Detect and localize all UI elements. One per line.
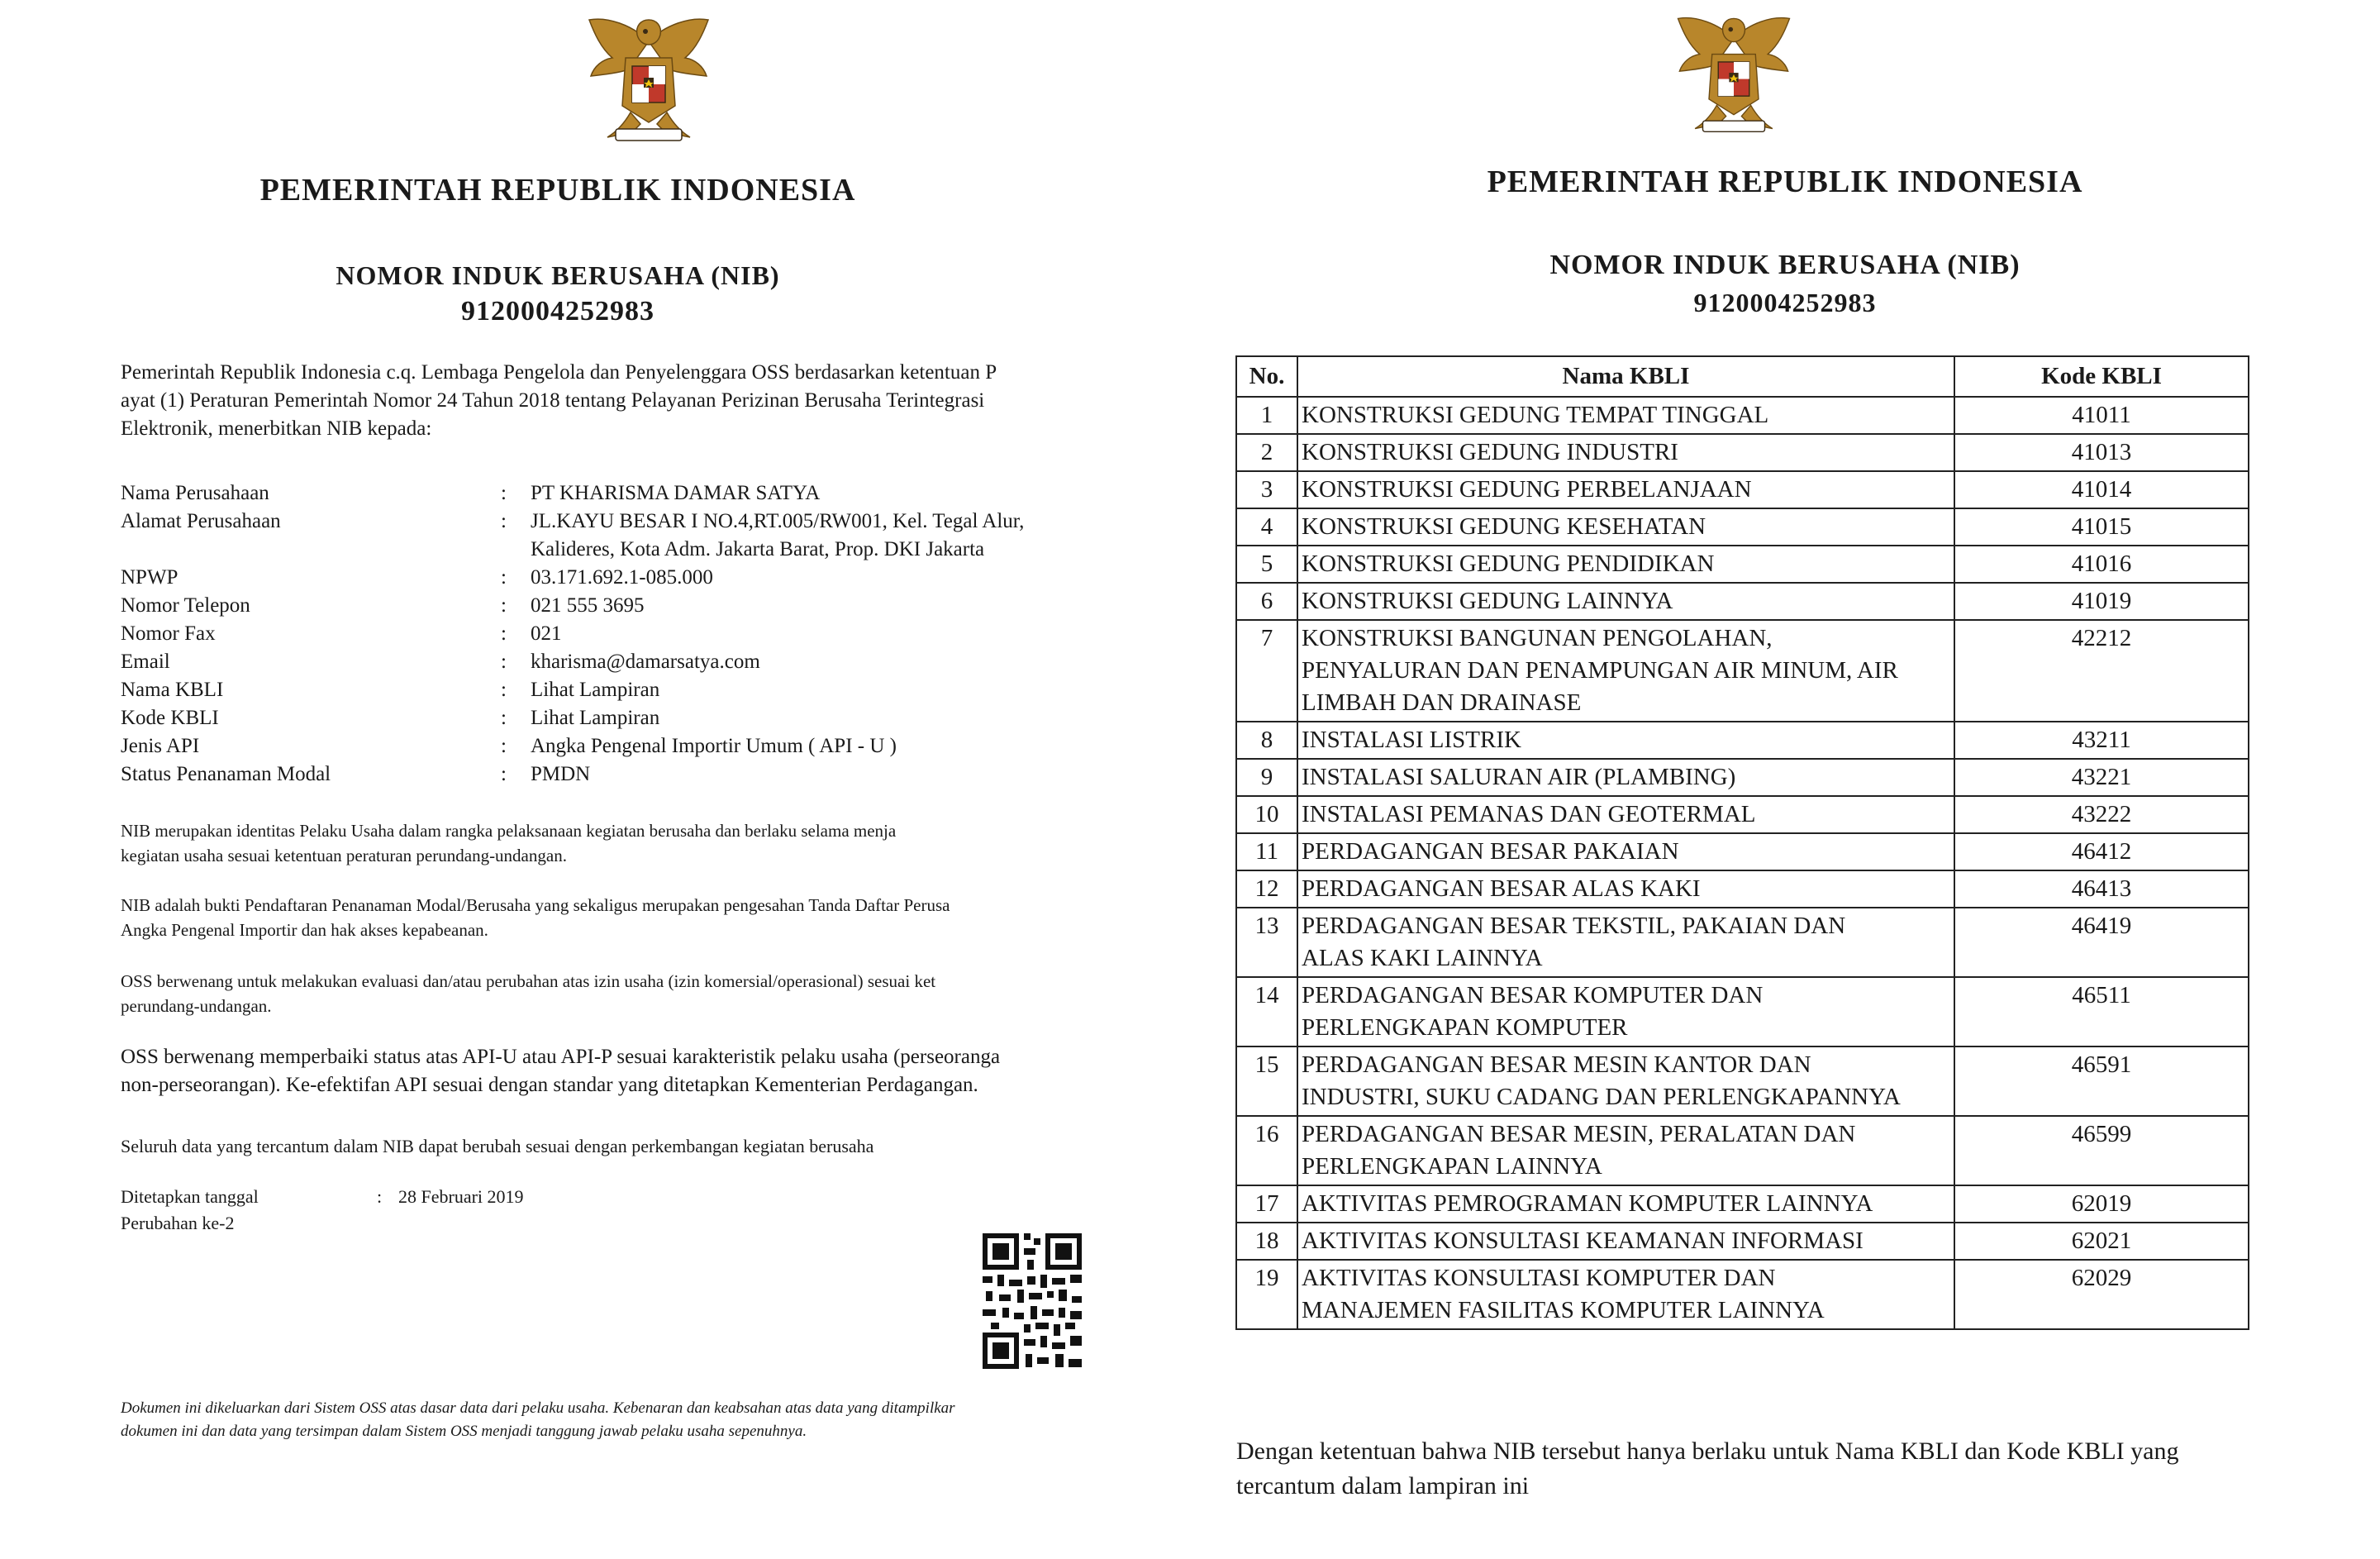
kbli-name-line: KONSTRUKSI GEDUNG PENDIDIKAN [1302, 551, 1715, 577]
field-label: Kode KBLI [121, 707, 219, 729]
kbli-row-number: 14 [1236, 977, 1297, 1046]
table-row [1236, 1223, 2249, 1260]
kbli-code-cell: 46413 [1954, 870, 2249, 908]
kbli-code-cell: 62029 [1954, 1260, 2249, 1329]
government-heading: PEMERINTAH REPUBLIK INDONESIA [1487, 164, 2083, 199]
kbli-name-line: PERDAGANGAN BESAR TEKSTIL, PAKAIAN DAN [1302, 913, 1846, 939]
kbli-name-cell [1297, 1185, 1954, 1223]
kbli-name-line: PERLENGKAPAN KOMPUTER [1302, 1014, 1628, 1041]
kbli-row-number: 17 [1236, 1185, 1297, 1223]
kbli-attachment-page [1190, 0, 2380, 1559]
table-row [1236, 1046, 2249, 1116]
field-value-line: kharisma@damarsatya.com [531, 651, 760, 673]
kbli-name-cell [1297, 908, 1954, 977]
kbli-code-cell: 62021 [1954, 1223, 2249, 1260]
table-row [1236, 977, 2249, 1046]
table-row [1236, 471, 2249, 508]
kbli-code-cell: 42212 [1954, 620, 2249, 722]
field-value-line: JL.KAYU BESAR I NO.4,RT.005/RW001, Kel. Tegal Alur, [531, 510, 1025, 532]
kbli-name-line: AKTIVITAS PEMROGRAMAN KOMPUTER LAINNYA [1302, 1190, 1873, 1217]
table-row [1236, 620, 2249, 722]
kbli-row-number: 19 [1236, 1260, 1297, 1329]
field-label: Status Penanaman Modal [121, 763, 331, 785]
note-paragraph [121, 893, 1083, 942]
kbli-row-number: 3 [1236, 471, 1297, 508]
kbli-code-cell: 41013 [1954, 434, 2249, 471]
field-value-line: PT KHARISMA DAMAR SATYA [531, 482, 821, 504]
intro-line: Pemerintah Republik Indonesia c.q. Lembaga Pengelola dan Penyelenggara OSS berdasarkan ketentuan P [121, 361, 997, 384]
note-paragraph [121, 1043, 1083, 1099]
kbli-name-line: INSTALASI LISTRIK [1302, 727, 1521, 753]
kbli-row-number: 15 [1236, 1046, 1297, 1116]
field-investment-status [121, 760, 1083, 789]
note-paragraph [121, 1134, 1083, 1159]
kbli-name-cell [1297, 977, 1954, 1046]
kbli-name-line: KONSTRUKSI BANGUNAN PENGOLAHAN, [1302, 625, 1773, 651]
field-value-line: 021 [531, 622, 562, 645]
kbli-row-number: 9 [1236, 759, 1297, 796]
issue-date-label: Ditetapkan tanggal [121, 1186, 259, 1207]
qr-code-icon [981, 1230, 1083, 1372]
nib-title: NOMOR INDUK BERUSAHA (NIB) [336, 260, 780, 290]
kbli-code-cell: 46419 [1954, 908, 2249, 977]
kbli-code-cell: 46412 [1954, 833, 2249, 870]
kbli-code-cell: 41019 [1954, 583, 2249, 620]
kbli-code-cell: 43222 [1954, 796, 2249, 833]
kbli-table [1235, 355, 2249, 1330]
field-colon: : [501, 482, 507, 504]
note-paragraph [121, 818, 1083, 868]
intro-line: ayat (1) Peraturan Pemerintah Nomor 24 Tahun 2018 tentang Pelayanan Perizinan Berusaha Terintegrasi [121, 389, 985, 412]
field-value-line: Kalideres, Kota Adm. Jakarta Barat, Prop. DKI Jakarta [531, 538, 985, 560]
kbli-name-cell [1297, 434, 1954, 471]
kbli-name-line: PERDAGANGAN BESAR ALAS KAKI [1302, 875, 1701, 902]
disclaimer-footnote [121, 1397, 1083, 1443]
note-line: OSS berwenang memperbaiki status atas API-U atau API-P sesuai karakteristik pelaku usaha (perseoranga [121, 1046, 1001, 1068]
company-details [121, 479, 1083, 789]
kbli-row-number: 13 [1236, 908, 1297, 977]
table-row [1236, 508, 2249, 546]
field-label: Nama KBLI [121, 679, 224, 701]
field-label: Nomor Fax [121, 622, 216, 645]
table-row [1236, 546, 2249, 583]
kbli-name-line: INSTALASI PEMANAS DAN GEOTERMAL [1302, 801, 1756, 827]
field-label: Alamat Perusahaan [121, 510, 281, 532]
kbli-row-number: 4 [1236, 508, 1297, 546]
column-header-kbli-name: Nama KBLI [1297, 356, 1954, 397]
field-npwp [121, 564, 1083, 592]
field-colon: : [501, 707, 507, 729]
kbli-name-cell [1297, 508, 1954, 546]
kbli-code-cell: 46511 [1954, 977, 2249, 1046]
kbli-code-cell: 46591 [1954, 1046, 2249, 1116]
kbli-name-cell [1297, 1260, 1954, 1329]
note-line: perundang-undangan. [121, 996, 272, 1016]
field-value [531, 620, 562, 648]
kbli-code-cell: 43211 [1954, 722, 2249, 759]
field-value [531, 592, 645, 620]
closing-line: tercantum dalam lampiran ini [1236, 1472, 1530, 1499]
column-header-kbli-code: Kode KBLI [1954, 356, 2249, 397]
garuda-emblem-icon [583, 8, 715, 149]
kbli-name-line: PENYALURAN DAN PENAMPUNGAN AIR MINUM, AIR [1302, 657, 1898, 684]
table-row [1236, 397, 2249, 434]
kbli-code-cell: 41011 [1954, 397, 2249, 434]
disclaimer-line: Dokumen ini dikeluarkan dari Sistem OSS atas dasar data dari pelaku usaha. Kebenaran dan keabsahan atas data yang ditampilkar [121, 1399, 955, 1417]
table-row [1236, 434, 2249, 471]
kbli-row-number: 11 [1236, 833, 1297, 870]
field-kbli-name [121, 676, 1083, 704]
kbli-name-cell [1297, 583, 1954, 620]
field-colon: : [501, 763, 507, 785]
field-value-line: 021 555 3695 [531, 594, 645, 617]
kbli-name-line: KONSTRUKSI GEDUNG PERBELANJAAN [1302, 476, 1752, 503]
field-value [531, 704, 659, 732]
column-header-no: No. [1236, 356, 1297, 397]
issue-date-block [121, 1184, 1083, 1237]
kbli-row-number: 5 [1236, 546, 1297, 583]
field-label: Nama Perusahaan [121, 482, 269, 504]
kbli-name-line: MANAJEMEN FASILITAS KOMPUTER LAINNYA [1302, 1297, 1825, 1323]
closing-statement [1236, 1434, 2261, 1504]
field-value-line: PMDN [531, 763, 591, 785]
issue-date-colon: : [377, 1186, 383, 1207]
kbli-name-line: PERDAGANGAN BESAR PAKAIAN [1302, 838, 1679, 865]
kbli-row-number: 6 [1236, 583, 1297, 620]
kbli-code-cell: 41016 [1954, 546, 2249, 583]
table-row [1236, 1260, 2249, 1329]
disclaimer-line: dokumen ini dan data yang tersimpan dalam Sistem OSS menjadi tanggung jawab pelaku usaha sepenuhnya. [121, 1423, 807, 1440]
field-kbli-code [121, 704, 1083, 732]
government-heading: PEMERINTAH REPUBLIK INDONESIA [259, 173, 856, 207]
note-line: NIB merupakan identitas Pelaku Usaha dalam rangka pelaksanaan kegiatan berusaha dan berlaku selama menja [121, 821, 897, 841]
kbli-name-line: KONSTRUKSI GEDUNG LAINNYA [1302, 588, 1673, 614]
field-colon: : [501, 594, 507, 617]
kbli-name-line: KONSTRUKSI GEDUNG TEMPAT TINGGAL [1302, 402, 1769, 428]
note-line: OSS berwenang untuk melakukan evaluasi dan/atau perubahan atas izin usaha (izin komersial/operasional) sesuai ket [121, 971, 936, 991]
kbli-row-number: 10 [1236, 796, 1297, 833]
note-line: Angka Pengenal Importir dan hak akses kepabeanan. [121, 920, 488, 940]
field-value [531, 479, 820, 508]
field-email [121, 648, 1083, 676]
table-row [1236, 908, 2249, 977]
field-value-line: Angka Pengenal Importir Umum ( API - U ) [531, 735, 897, 757]
issue-date-value: 28 Februari 2019 [398, 1186, 524, 1207]
note-line: non-perseorangan). Ke-efektifan API sesuai dengan standar yang ditetapkan Kementerian Perdagangan. [121, 1074, 978, 1096]
kbli-row-number: 18 [1236, 1223, 1297, 1260]
nib-title: NOMOR INDUK BERUSAHA (NIB) [1549, 250, 2021, 280]
kbli-row-number: 8 [1236, 722, 1297, 759]
kbli-code-cell: 41015 [1954, 508, 2249, 546]
field-value-line: Lihat Lampiran [531, 707, 660, 729]
kbli-name-line: AKTIVITAS KONSULTASI KOMPUTER DAN [1302, 1265, 1776, 1291]
field-fax [121, 620, 1083, 648]
field-colon: : [501, 651, 507, 673]
kbli-name-cell [1297, 546, 1954, 583]
field-label: Jenis API [121, 735, 200, 757]
field-colon: : [501, 510, 507, 532]
note-paragraph [121, 969, 1083, 1018]
field-label: NPWP [121, 566, 178, 589]
kbli-name-line: PERDAGANGAN BESAR KOMPUTER DAN [1302, 982, 1764, 1008]
note-line: Seluruh data yang tercantum dalam NIB dapat berubah sesuai dengan perkembangan kegiatan berusaha [121, 1136, 874, 1156]
kbli-name-line: INDUSTRI, SUKU CADANG DAN PERLENGKAPANNYA [1302, 1084, 1901, 1110]
table-row [1236, 833, 2249, 870]
kbli-name-cell [1297, 620, 1954, 722]
kbli-name-cell [1297, 471, 1954, 508]
field-label: Nomor Telepon [121, 594, 250, 617]
kbli-name-cell [1297, 759, 1954, 796]
nib-number: 9120004252983 [461, 296, 654, 327]
kbli-row-number: 12 [1236, 870, 1297, 908]
kbli-name-line: INSTALASI SALURAN AIR (PLAMBING) [1302, 764, 1736, 790]
field-colon: : [501, 679, 507, 701]
kbli-code-cell: 43221 [1954, 759, 2249, 796]
field-company-name [121, 479, 1083, 508]
field-colon: : [501, 735, 507, 757]
intro-line: Elektronik, menerbitkan NIB kepada: [121, 417, 432, 440]
table-header-row [1236, 356, 2249, 397]
kbli-code-cell: 46599 [1954, 1116, 2249, 1185]
kbli-name-cell [1297, 870, 1954, 908]
kbli-name-line: PERDAGANGAN BESAR MESIN KANTOR DAN [1302, 1051, 1811, 1078]
table-row [1236, 1185, 2249, 1223]
kbli-name-line: PERDAGANGAN BESAR MESIN, PERALATAN DAN [1302, 1121, 1856, 1147]
kbli-code-cell: 41014 [1954, 471, 2249, 508]
closing-line: Dengan ketentuan bahwa NIB tersebut hanya berlaku untuk Nama KBLI dan Kode KBLI yang [1236, 1437, 2179, 1465]
kbli-row-number: 7 [1236, 620, 1297, 722]
table-row [1236, 870, 2249, 908]
note-line: NIB adalah bukti Pendaftaran Penanaman Modal/Berusaha yang sekaligus merupakan pengesahan Tanda Daftar Perusa [121, 895, 950, 915]
kbli-name-cell [1297, 796, 1954, 833]
table-row [1236, 722, 2249, 759]
table-row [1236, 1116, 2249, 1185]
table-row [1236, 583, 2249, 620]
field-value [531, 648, 760, 676]
field-company-address [121, 508, 1083, 564]
kbli-name-line: AKTIVITAS KONSULTASI KEAMANAN INFORMASI [1302, 1228, 1864, 1254]
field-value [531, 732, 897, 760]
field-api-type [121, 732, 1083, 760]
kbli-name-cell [1297, 1223, 1954, 1260]
field-value-line: Lihat Lampiran [531, 679, 660, 701]
kbli-name-line: KONSTRUKSI GEDUNG INDUSTRI [1302, 439, 1678, 465]
kbli-row-number: 16 [1236, 1116, 1297, 1185]
field-colon: : [501, 622, 507, 645]
field-value-line: 03.171.692.1-085.000 [531, 566, 713, 589]
kbli-name-line: LIMBAH DAN DRAINASE [1302, 689, 1582, 716]
field-phone [121, 592, 1083, 620]
kbli-name-line: PERLENGKAPAN LAINNYA [1302, 1153, 1602, 1180]
kbli-row-number: 2 [1236, 434, 1297, 471]
field-value [531, 564, 713, 592]
table-row [1236, 759, 2249, 796]
intro-paragraph [121, 359, 1083, 443]
kbli-name-cell [1297, 722, 1954, 759]
table-row [1236, 796, 2249, 833]
field-label: Email [121, 651, 170, 673]
kbli-code-cell: 62019 [1954, 1185, 2249, 1223]
kbli-name-cell [1297, 1046, 1954, 1116]
note-line: kegiatan usaha sesuai ketentuan peraturan perundang-undangan. [121, 846, 567, 865]
nib-number: 9120004252983 [1693, 288, 1877, 317]
field-colon: : [501, 566, 507, 589]
kbli-name-cell [1297, 833, 1954, 870]
kbli-name-cell [1297, 397, 1954, 434]
kbli-name-line: KONSTRUKSI GEDUNG KESEHATAN [1302, 513, 1706, 540]
revision-label: Perubahan ke-2 [121, 1213, 235, 1233]
kbli-name-cell [1297, 1116, 1954, 1185]
field-value [531, 676, 659, 704]
field-value [531, 508, 1024, 564]
issue-date-row [121, 1184, 1083, 1210]
kbli-row-number: 1 [1236, 397, 1297, 434]
kbli-name-line: ALAS KAKI LAINNYA [1302, 945, 1543, 971]
field-value [531, 760, 590, 789]
kbli-table-body [1236, 397, 2249, 1329]
garuda-emblem-icon [1672, 7, 1796, 141]
